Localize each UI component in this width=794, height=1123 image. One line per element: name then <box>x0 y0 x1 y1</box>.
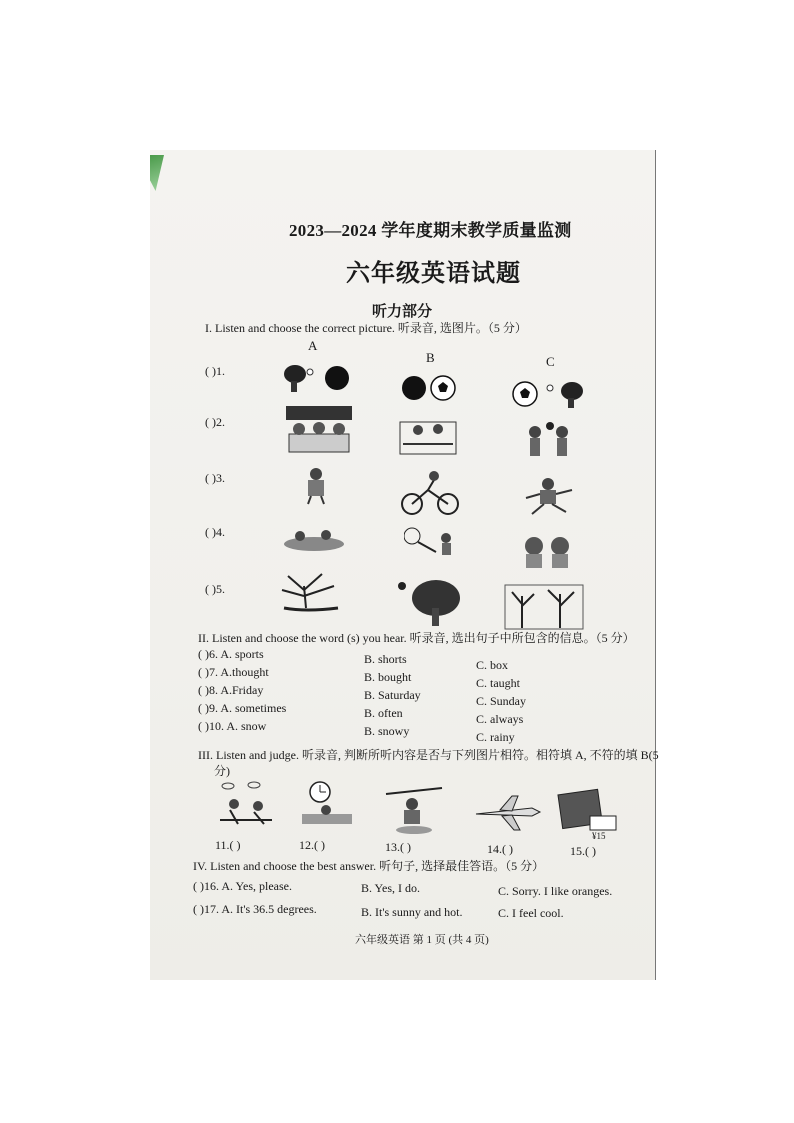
q4-picture-c-children-sitting[interactable] <box>520 534 574 572</box>
part3-instruction-line1: III. Listen and judge. 听录音, 判断所听内容是否与下列图片相符。相符填 A, 不符的填 B(5 <box>198 748 659 762</box>
exam-title-line1: 2023—2024 学年度期末教学质量监测 <box>289 221 572 240</box>
question-17-option-c[interactable]: C. I feel cool. <box>498 906 564 920</box>
q2-picture-a-people-table[interactable] <box>284 404 354 456</box>
question-6-option-c[interactable]: C. box <box>476 658 509 672</box>
section-heading: 听力部分 <box>372 304 433 320</box>
q5-picture-b-sunny-tree[interactable] <box>394 578 464 628</box>
question-8[interactable]: ( )8. A.Friday <box>198 683 264 697</box>
price-tag: ¥15 <box>592 831 606 841</box>
question-9-option-c[interactable]: C. always <box>476 712 524 726</box>
question-11-blank[interactable]: 11.( ) <box>215 838 241 852</box>
question-17[interactable]: ( )17. A. It's 36.5 degrees. <box>193 902 317 916</box>
question-9[interactable]: ( )9. A. sometimes <box>198 701 287 715</box>
question-12-blank[interactable]: 12.( ) <box>299 838 325 852</box>
q4-picture-a-lying-grass[interactable] <box>282 526 346 552</box>
question-7-option-b[interactable]: B. bought <box>364 670 412 684</box>
part4-instruction: IV. Listen and choose the best answer. 听句子, 选择最佳答语。（5 分） <box>193 859 545 873</box>
question-16-option-c[interactable]: C. Sorry. I like oranges. <box>498 884 613 898</box>
question-4-blank[interactable]: ( )4. <box>205 525 225 539</box>
q2-picture-c-people-playing[interactable] <box>520 420 580 464</box>
q2-picture-b-people-classroom[interactable] <box>398 414 458 456</box>
exam-title-line2: 六年级英语试题 <box>346 261 521 287</box>
q3-picture-a-child[interactable] <box>296 466 336 506</box>
question-16-option-b[interactable]: B. Yes, I do. <box>361 881 421 895</box>
question-13-blank[interactable]: 13.( ) <box>385 840 411 854</box>
q1-picture-a-pingpong-basketball[interactable] <box>282 362 352 394</box>
q1-picture-c-football-pingpong[interactable] <box>510 378 590 410</box>
question-3-blank[interactable]: ( )3. <box>205 471 225 485</box>
column-b-label: B <box>426 350 435 365</box>
q5-picture-a-windy-tree[interactable] <box>276 568 346 616</box>
q1-picture-b-basketball-football[interactable] <box>400 374 460 404</box>
question-8-option-c[interactable]: C. Sunday <box>476 694 527 708</box>
page-footer: 六年级英语 第 1 页 (共 4 页) <box>355 934 489 946</box>
q14-picture-airplane[interactable] <box>472 790 542 834</box>
question-6-option-b[interactable]: B. shorts <box>364 652 407 666</box>
part2-instruction: II. Listen and choose the word (s) you hear. 听录音, 选出句子中所包含的信息。（5 分） <box>198 631 635 645</box>
q3-picture-b-cycling[interactable] <box>400 470 460 516</box>
question-7-option-c[interactable]: C. taught <box>476 676 520 690</box>
question-1-blank[interactable]: ( )1. <box>205 364 225 378</box>
question-7[interactable]: ( )7. A.thought <box>198 665 269 679</box>
question-10[interactable]: ( )10. A. snow <box>198 719 267 733</box>
question-6[interactable]: ( )6. A. sports <box>198 647 264 661</box>
part3-instruction-line2: 分) <box>214 764 230 778</box>
question-14-blank[interactable]: 14.( ) <box>487 842 513 856</box>
question-10-option-b[interactable]: B. snowy <box>364 724 410 738</box>
column-a-label: A <box>308 338 318 353</box>
question-15-blank[interactable]: 15.( ) <box>570 844 596 858</box>
q5-picture-c-bare-trees[interactable] <box>504 584 584 630</box>
question-17-option-b[interactable]: B. It's sunny and hot. <box>361 905 463 919</box>
question-5-blank[interactable]: ( )5. <box>205 582 225 596</box>
q3-picture-c-running[interactable] <box>518 476 580 518</box>
question-9-option-b[interactable]: B. often <box>364 706 403 720</box>
column-c-label: C <box>546 354 555 369</box>
question-2-blank[interactable]: ( )2. <box>205 415 225 429</box>
q12-picture-clock-child[interactable] <box>296 780 358 830</box>
question-16[interactable]: ( )16. A. Yes, please. <box>193 879 292 893</box>
question-8-option-b[interactable]: B. Saturday <box>364 688 421 702</box>
question-10-option-c[interactable]: C. rainy <box>476 730 515 744</box>
q4-picture-b-catching-butterflies[interactable] <box>404 526 464 558</box>
q13-picture-child-under-roof[interactable] <box>384 786 444 836</box>
q11-picture-kids-playing[interactable] <box>214 780 278 828</box>
part1-instruction: I. Listen and choose the correct picture. 听录音, 选图片。（5 分） <box>205 321 527 335</box>
q15-picture-book-price[interactable] <box>556 788 620 836</box>
